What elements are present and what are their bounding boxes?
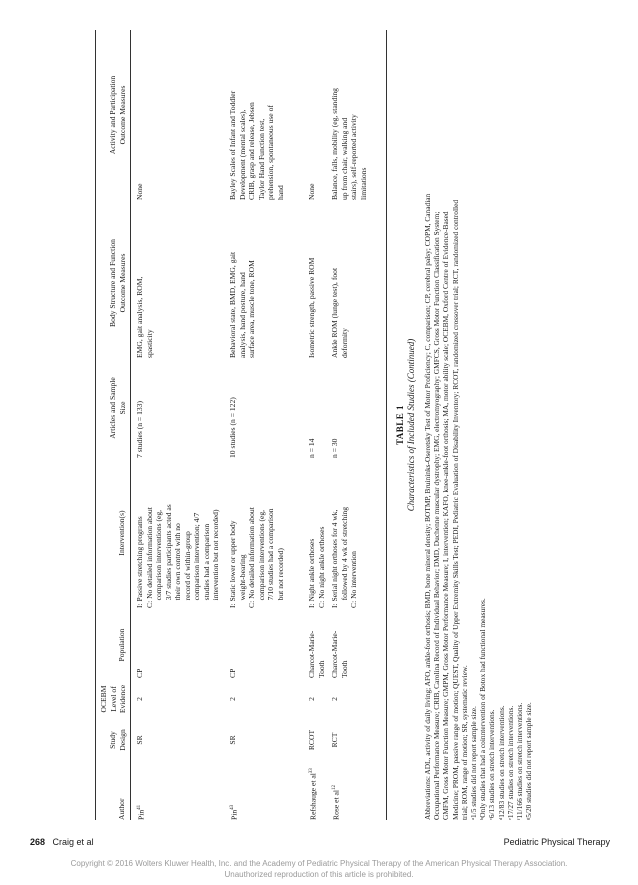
cell-line: 7/10 studies had a comparison [266,508,275,608]
table-cell-articles: 7 studies (n = 133) [135,400,144,458]
table-cell-population [135,612,145,678]
cell-line: I: Serial night orthoses for 4 wk, [330,509,339,608]
cell-line: CP [135,668,144,678]
table-cell-design: RCOT [307,729,316,751]
footnote-line: ᵉ17/27 studies on stretch interventions. [505,705,515,820]
table-cell-level: 2 [330,697,339,701]
footnote-line: trial; ROM, range of motion; SR, systematic review. [459,665,469,820]
table-cell-body [135,208,154,358]
cell-line: Isometric strength, passive ROM [307,257,316,358]
cell-line: Development (mental scales), [237,109,247,200]
table-cell-level: 2 [307,697,316,701]
header-oceb-line: Level of [108,686,118,712]
header-oceb-line: Evidence [118,684,127,714]
table-cell-articles: n = 30 [330,438,339,458]
footnote-line: ᵇOnly studies that had a coinntervention of Botox had functional measures. [478,598,488,820]
header-articles-line: Articles and Sample [108,377,117,439]
cell-line: followed by 4 wk of stretching [339,506,349,608]
footnote-line: ᵈ12/83 studies on stretch interventions. [496,705,506,820]
table-cell-interventions [307,458,326,608]
author-name: Pin [136,809,146,820]
cell-line: Balance, falls, mobility (eg, standing [330,88,339,200]
cell-line: I: Night ankle orthoses [307,538,316,608]
table-cell-body [307,208,317,358]
author-reference: 43 [230,804,235,810]
cell-line: Tooth [316,660,326,678]
table-cell-author [330,760,341,820]
author-name: Refshauge et al [308,773,318,820]
page-number: 268 [30,837,46,847]
cell-line: I: Passive stretching programs [135,516,144,608]
cell-line: Behavioral state, BMD, EMG, gait [228,251,237,358]
footnote-line: Abbreviations: ADL, activity of daily living; AFO, ankle-foot orthosis; BMD, bone mineral density; BOTMP, Bruininks-Oseretsky Test of Motor Proficiency; C, comparison; CP, cerebral palsy; COPM, Canadian [423,193,432,820]
cell-line: up from chair, walking and [339,117,349,200]
copyright-line-1: Copyright © 2016 Wolters Kluwer Health, Inc. and the Academy of Pediatric Physical Therapy of the American Physical Therapy Association. [70,859,568,868]
table-cell-author [228,760,239,820]
cell-line: I: Static lower or upper body [228,520,237,608]
copyright-notice [0,858,638,880]
table-cell-activity [330,30,368,200]
cell-line: Tooth [339,660,349,678]
table-cell-population [228,612,238,678]
header-study-design-line: Design [117,729,127,751]
header-activity-participation [108,30,127,200]
header-activity-line: Activity and Participation [108,75,117,155]
table-cell-interventions [228,458,285,608]
cell-line: intervention but not recorded) [211,509,220,608]
footnote-line: GMFM, Gross Motor Function Measure; GMPM, Gross Motor Performance Measure; I, intervention; KAFO, knee-ankle-foot orthosis; MA, motor ability scale; OCEBM, Oxford Centre of Evidence-Based [441,211,451,820]
footnote-line: ᶜ6/13 studies on stretch interventions. [487,709,497,820]
author-reference: 41 [137,804,142,810]
cell-line: analysis, hand posture, hand [237,272,247,358]
table-top-rule [95,30,96,820]
cell-line: Ankle ROM (lunge test), foot [330,267,339,358]
table-caption [395,30,417,820]
cell-line: C: No detailed information about [144,507,154,608]
table-footnotes [423,30,533,820]
footer-authors: Craig et al [52,837,94,847]
cell-line: None [307,183,316,200]
cell-line: comparison interventions (eg, [154,509,163,608]
header-study-design-line: Study [108,731,117,749]
table-cell-author [135,760,146,820]
header-interventions: Intervention(s) [117,510,126,556]
table-cell-design: SR [135,735,144,745]
table-title: TABLE 1 [395,404,405,446]
cell-line: comparison interventions (eg, [256,509,266,608]
footnote-line: ᵃ1/5 studies did not report sample size. [469,706,479,820]
cell-line: Taylor Hand Function test, [256,118,266,200]
table-cell-interventions [330,458,359,608]
cell-line: 3/7 studies participants acted as [163,504,173,608]
cell-line: deformity [339,328,349,358]
cell-line: C: No night ankle orthoses [316,526,326,608]
cell-line: weight-bearing [237,554,247,608]
author-reference: 33 [309,768,314,774]
table-cell-interventions [135,458,221,608]
header-body-line: Body Structure and Function [108,239,117,327]
header-population: Population [117,628,126,662]
cell-line: stairs), self-reported activity [349,114,358,200]
cell-line: limitations [358,167,368,200]
header-oceb-line: OCEBM [99,685,108,713]
footnote-line: Occupational Performance Measure; CRIB, Carolina Record of Individual Behavior; DMD, Duchenne muscular dystrophy; EMG, electromyography; GMFCS, Gross Motor Function Classification System; [432,211,442,820]
author-name: Rose et al [331,790,341,820]
header-articles-sample [108,358,127,458]
cell-line: CP [228,668,237,678]
cell-line: studies had a comparison [201,523,211,608]
cell-line: None [135,183,144,200]
cell-line: hand [275,185,285,200]
table-cell-activity [228,30,285,200]
table-bottom-rule [386,30,387,820]
cell-line: comparison intervention; 4/7 [192,512,201,608]
header-articles-line: Size [117,401,127,415]
cell-line: their own control with no [173,523,182,608]
cell-line: EMG, gait analysis, ROM, [135,276,144,358]
footnote-line: ᵍ5/20 studies did not report sample size. [524,702,534,820]
cell-line: spasticity [144,329,154,358]
table-cell-population [330,612,349,678]
cell-line: C: No detailed information about [247,507,256,608]
footer-journal: Pediatric Physical Therapy [503,837,610,847]
copyright-line-2: Unauthorized reproduction of this article is prohibited. [224,870,414,879]
table-cell-body [330,208,349,358]
cell-line: Charcot-Marie- [330,630,339,678]
table-cell-articles: 10 studies (n = 122) [228,397,237,458]
header-body-line: Outcome Measures [117,253,127,313]
author-reference: 12 [332,785,337,791]
cell-line: record of within-group [182,531,192,608]
cell-line: C: No intervention [349,551,358,608]
cell-line: surface area, muscle tone, ROM [247,260,256,358]
cell-line: but not recorded) [275,548,285,608]
footer-left [30,837,94,847]
header-oceb-level [99,678,128,720]
header-author: Author [117,798,126,820]
rotated-table-page [95,30,535,820]
cell-line: Bayley Scales of Infant and Toddler [228,90,237,200]
table-cell-level: 2 [135,697,144,701]
table-cell-activity [307,30,317,200]
table-cell-level: 2 [228,697,237,701]
table-cell-activity [135,30,145,200]
header-body-structure [108,208,127,358]
footnote-line: ᶠ11/166 studies on stretch interventions. [515,702,525,820]
table-cell-design: SR [228,735,237,745]
table-cell-design: RCT [330,732,339,748]
footnote-line: Medicine; PROM, passive range of motion; QUEST, Quality of Upper Extremity Skills Test; PEDI, Pediatric Evaluation of Disability Inventory; RCOT, randomized crossover trial; RCT, randomized controlled [450,199,460,820]
cell-line: Charcot-Marie- [307,630,316,678]
header-activity-line: Outcome Measures [117,85,127,145]
table-subtitle: Characteristics of Included Studies (Continued) [406,338,416,512]
cell-line: prehension, spontaneous use of [266,105,275,200]
table-header-rule [130,30,131,820]
cell-line: CRIB, grasp and release, Jebsen [247,102,256,200]
table-cell-articles: n = 14 [307,438,316,458]
studies-table [95,30,387,820]
table-cell-author [307,760,318,820]
table-cell-body [228,208,257,358]
author-name: Pin [229,809,239,820]
header-study-design [108,720,127,760]
table-cell-population [307,612,326,678]
